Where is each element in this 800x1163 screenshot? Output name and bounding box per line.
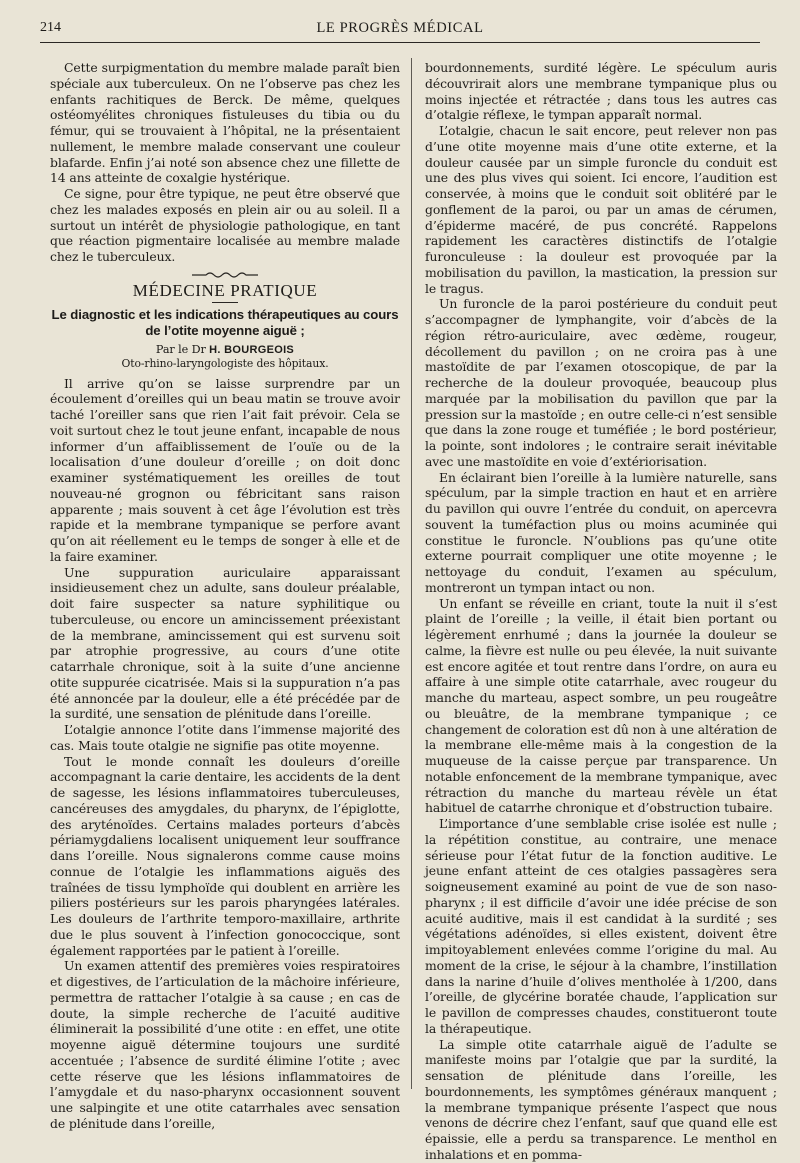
paragraph: bourdonnements, surdité légère. Le spéculum auris découvrirait alors une membrane tympanique plus ou moins injectée et rétractée ; dans tous les autres cas d’otalgie réflexe, le tympan apparaît normal. <box>425 60 777 123</box>
journal-title: LE PROGRÈS MÉDICAL <box>316 20 484 36</box>
byline-prefix: Par le Dr <box>155 342 206 356</box>
paragraph: L’otalgie, chacun le sait encore, peut relever non pas d’une otite moyenne mais d’une otite externe, et la douleur causée par un simple furoncle du conduit est une des plus vives qui soient. Ici encore, l’audition est conservée, à moins que le conduit soit oblitéré par le gonflement de la paroi, ou par un amas de cérumen, d’épiderme macéré, de pus concrété. Rappelons rapidement les caractères distinctifs de l’otalgie furonculeuse : la douleur est provoquée par la mobilisation du pavillon, la mastication, la pression sur le tragus. <box>425 123 777 296</box>
section-title: MÉDECINE PRATIQUE <box>132 280 318 300</box>
paragraph: L’importance d’une semblable crise isolée est nulle ; la répétition constitue, au contraire, une menace sérieuse pour l’état futur de la fonction auditive. Le jeune enfant atteint de ces otalgies passagères sera soigneusement examiné au point de vue de son naso-pharynx ; il est difficile d’avoir une idée précise de son acuité auditive, mais il est candidat à la surdité ; ses végétations adénoïdes, si elles existent, doivent être impitoyablement enlevées comme l’origine du mal. Au moment de la crise, le séjour à la chambre, l’instillation dans la narine d’huile d’olives mentholée à 1/200, dans l’oreille, de glycérine boratée chaude, l’application sur le pavillon de compresses chaudes, constitueront toute la thérapeutique. <box>425 816 777 1036</box>
paragraph: Tout le monde connaît les douleurs d’oreille accompagnant la carie dentaire, les accidents de la dent de sagesse, les lésions inflammatoires tuberculeuses, cancéreuses des amygdales, du pharynx, de l’épiglotte, des aryténoïdes. Certains malades porteurs d’abcès périamygdaliens localisent uniquement leur souffrance dans l’oreille. Nous signalerons comme cause moins connue de l’otalgie les inflammations aiguës des traînées de tissu lymphoïde qui doublent en arrière les piliers postérieurs sur les parois pharyngées latérales. Les douleurs de l’arthrite temporo-maxillaire, arthrite due le plus souvent à l’infection gonococcique, sont également rapportées par le patient à l’oreille. <box>50 753 400 958</box>
paragraph: Il arrive qu’on se laisse surprendre par un écoulement d’oreilles qui un beau matin se trouve avoir taché l’oreiller sans que rien l’ait fait prévoir. Cela se voit surtout chez le tout jeune enfant, incapable de nous informer d’un affaiblissement de l’ouïe ou de la localisation d’une douleur d’oreille ; on doit donc examiner systématiquement les oreilles de tout nouveau-né grognon ou fébricitant sans raison apparente ; mais souvent à cet âge l’évolution est très rapide et la membrane tympanique se perfore avant qu’on ait réellement eu le temps de songer à elle et de la faire examiner. <box>50 375 400 564</box>
paragraph: Cette surpigmentation du membre malade paraît bien spéciale aux tuberculeux. On ne l’observe pas chez les enfants rachitiques de Berck. De même, quelques ostéomyélites chroniques fistuleuses du tibia ou du fémur, qui se trouvaient à l’hôpital, ne la présentaient nullement, le membre malade conservant une couleur blafarde. Enfin j’ai noté son absence chez une fillette de 14 ans atteinte de coxalgie hystérique. <box>50 60 400 186</box>
paragraph: Un furoncle de la paroi postérieure du conduit peut s’accompagner de lymphangite, voir d’abcès de la région rétro-auriculaire, avec œdème, rougeur, décollement du pavillon ; on ne croira pas à une mastoïdite de par l’examen otoscopique, de par la recherche de la douleur provoquée, beaucoup plus marquée par la mobilisation du pavillon que par la pression sur la mastoïde ; en outre celle-ci n’est sensible que dans la zone rouge et tuméfiée ; le bord postérieur, la pointe, sont indolores ; le contraire serait inévitable avec une mastoïdite en voie d’extériorisation. <box>425 296 777 469</box>
byline <box>50 343 400 357</box>
left-column <box>50 60 400 1131</box>
byline-author: H. BOURGEOIS <box>209 343 295 356</box>
section-ornament <box>50 269 400 281</box>
paragraph: L’otalgie annonce l’otite dans l’immense majorité des cas. Mais toute otalgie ne signifie pas otite moyenne. <box>50 722 400 753</box>
title-rule <box>212 302 238 303</box>
column-divider <box>411 58 412 1089</box>
wavy-ornament-icon <box>190 269 260 281</box>
paragraph: Ce signe, pour être typique, ne peut être observé que chez les malades exposés en plein air ou au soleil. Il a surtout un intérêt de physiologie pathologique, en tant que réaction pigmentaire localisée au membre malade chez le tuberculeux. <box>50 186 400 264</box>
page-header <box>40 16 760 43</box>
paragraph: La simple otite catarrhale aiguë de l’adulte se manifeste moins par l’otalgie que par la surdité, la sensation de plénitude dans l’oreille, les bourdonnements, les symptômes généraux manquent ; la membrane tympanique présente l’aspect que nous venons de décrire chez l’enfant, sauf que quand elle est épaissie, elle a perdu sa transparence. Le menthol en inhalations et en pomma- <box>425 1036 777 1162</box>
paragraph: En éclairant bien l’oreille à la lumière naturelle, sans spéculum, par la simple traction en haut et en arrière du pavillon qui ouvre l’entrée du conduit, on apercevra souvent la tuméfaction plus ou moins acuminée qui constitue le furoncle. N’oublions pas qu’une otite externe pourrait compliquer une otite moyenne ; le nettoyage du conduit, l’examen au spéculum, montreront un tympan intact ou non. <box>425 469 777 595</box>
paragraph: Un enfant se réveille en criant, toute la nuit il s’est plaint de l’oreille ; la veille, il était bien portant ou légèrement enrhumé ; dans la journée la douleur se calme, la fièvre est nulle ou peu élevée, la nuit suivante est encore agitée et tout rentre dans l’ordre, on aura eu affaire à une simple otite catarrhale, avec rougeur du manche du marteau, aspect sombre, un peu rougeâtre ou bleuâtre, de la membrane tympanique ; ce changement de coloration est dû non à une altération de la membrane elle-même mais à la congestion de la muqueuse de la caisse perçue par transparence. Un notable enfoncement de la membrane tympanique, avec rétraction du manche du marteau révèle un état habituel de catarrhe chronique et d’obstruction tubaire. <box>425 595 777 816</box>
page-number: 214 <box>40 20 61 35</box>
paragraph: Une suppuration auriculaire apparaissant insidieusement chez un adulte, sans douleur préalable, doit faire suspecter sa nature syphilitique ou tuberculeuse, ou encore un amincissement préexistant de la membrane, amincissement qui est survenu soit par atrophie progressive, au cours d’une otite catarrhale chronique, soit à la suite d’une ancienne otite suppurée cicatrisée. Mais si la suppuration n’a pas été annoncée par la douleur, elle a été précédée par de la surdité, une sensation de plénitude dans l’oreille. <box>50 564 400 722</box>
paragraph: Un examen attentif des premières voies respiratoires et digestives, de l’articulation de la mâchoire inférieure, permettra de rattacher l’otalgie à sa cause ; en cas de doute, la simple recherche de l’acuité auditive éliminerait la possibilité d’une otite : en effet, une otite moyenne aiguë détermine toujours une surdité accentuée ; l’absence de surdité élimine l’otite ; avec cette réserve que les lésions inflammatoires de l’amygdale et du naso-pharynx occasionnent souvent une salpingite et une otite catarrhales avec sensation de plénitude dans l’oreille, <box>50 958 400 1131</box>
right-column <box>425 60 777 1162</box>
author-affiliation: Oto-rhino-laryngologiste des hôpitaux. <box>121 356 329 370</box>
article-title: Le diagnostic et les indications thérapeutiques au cours de l’otite moyenne aiguë ; <box>51 306 399 338</box>
